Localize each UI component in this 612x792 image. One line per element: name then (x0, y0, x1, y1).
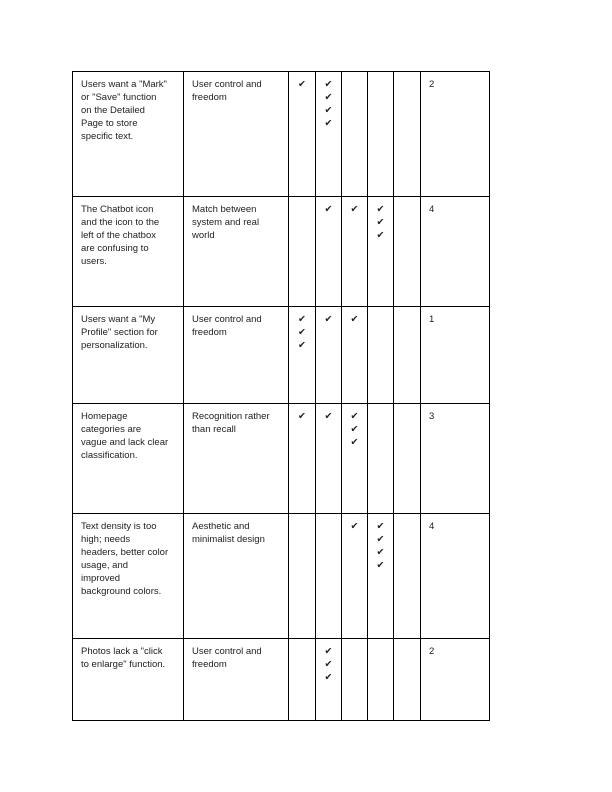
checkmark-icon: ✔ (376, 230, 385, 241)
checkmark-icon: ✔ (324, 118, 333, 129)
rating-cell-1 (289, 404, 316, 514)
checkmark-icon: ✔ (324, 314, 333, 325)
issue-cell (73, 307, 184, 404)
table-row (73, 639, 490, 721)
checkmark-icon: ✔ (324, 646, 333, 657)
rating-cell-3 (342, 514, 368, 639)
checkmark-icon: ✔ (324, 672, 333, 683)
rating-cell-4 (368, 72, 394, 197)
heuristic-cell (184, 514, 289, 639)
rating-cell-2 (316, 639, 342, 721)
checkmark-icon: ✔ (350, 437, 359, 448)
checkmark-icon: ✔ (298, 327, 306, 338)
checkmark-icon: ✔ (376, 204, 385, 215)
rating-cell-2 (316, 72, 342, 197)
rating-cell-4 (368, 514, 394, 639)
heuristic-cell (184, 72, 289, 197)
checkmark-icon: ✔ (350, 204, 359, 215)
table-row (73, 197, 490, 307)
table-row (73, 404, 490, 514)
rating-cell-1 (289, 307, 316, 404)
checkmark-icon: ✔ (350, 411, 359, 422)
checkmark-icon: ✔ (298, 314, 306, 325)
heuristic-text: Match between system and real world (192, 204, 260, 241)
issue-cell (73, 197, 184, 307)
rating-cell-5 (394, 307, 421, 404)
severity-cell (421, 514, 490, 639)
severity-cell (421, 639, 490, 721)
rating-cell-2 (316, 197, 342, 307)
table-row (73, 72, 490, 197)
checkmark-icon: ✔ (376, 560, 385, 571)
severity-value: 2 (429, 646, 435, 657)
checkmark-icon: ✔ (324, 105, 333, 116)
severity-value: 2 (429, 79, 435, 90)
heuristic-cell (184, 307, 289, 404)
rating-cell-2 (316, 307, 342, 404)
checkmark-icon: ✔ (376, 534, 385, 545)
issue-text: Users want a "My Profile" section for personalization. (81, 314, 158, 351)
issue-text: Photos lack a "click to enlarge" function. (81, 646, 166, 670)
rating-cell-4 (368, 404, 394, 514)
heuristic-text: User control and freedom (192, 646, 262, 670)
rating-cell-1 (289, 639, 316, 721)
severity-cell (421, 197, 490, 307)
rating-cell-3 (342, 72, 368, 197)
severity-value: 3 (429, 411, 435, 422)
severity-cell (421, 72, 490, 197)
rating-cell-1 (289, 72, 316, 197)
checkmark-icon: ✔ (298, 79, 306, 90)
issue-cell (73, 514, 184, 639)
issue-text: The Chatbot icon and the icon to the left of the chatbox are confusing to users. (81, 204, 160, 267)
rating-cell-3 (342, 307, 368, 404)
issue-cell (73, 639, 184, 721)
heuristic-cell (184, 197, 289, 307)
rating-cell-4 (368, 197, 394, 307)
checkmark-icon: ✔ (376, 217, 385, 228)
checkmark-icon: ✔ (376, 521, 385, 532)
rating-cell-4 (368, 307, 394, 404)
checkmark-icon: ✔ (324, 79, 333, 90)
checkmark-icon: ✔ (298, 340, 306, 351)
checkmark-icon: ✔ (324, 204, 333, 215)
severity-value: 1 (429, 314, 435, 325)
heuristic-text: User control and freedom (192, 314, 262, 338)
issue-text: Homepage categories are vague and lack clear classification. (81, 411, 169, 461)
checkmark-icon: ✔ (376, 547, 385, 558)
issue-text: Users want a "Mark" or "Save" function on the Detailed Page to store specific text. (81, 79, 167, 142)
checkmark-icon: ✔ (324, 659, 333, 670)
table-row (73, 514, 490, 639)
issue-text: Text density is too high; needs headers, better color usage, and improved background colors. (81, 521, 169, 597)
checkmark-icon: ✔ (350, 424, 359, 435)
rating-cell-3 (342, 404, 368, 514)
rating-cell-5 (394, 514, 421, 639)
checkmark-icon: ✔ (350, 314, 359, 325)
issue-cell (73, 404, 184, 514)
checkmark-icon: ✔ (298, 411, 306, 422)
severity-value: 4 (429, 204, 435, 215)
rating-cell-5 (394, 197, 421, 307)
table-row (73, 307, 490, 404)
rating-cell-3 (342, 197, 368, 307)
rating-cell-1 (289, 197, 316, 307)
heuristic-text: Recognition rather than recall (192, 411, 270, 435)
checkmark-icon: ✔ (324, 92, 333, 103)
checkmark-icon: ✔ (324, 411, 333, 422)
heuristic-text: Aesthetic and minimalist design (192, 521, 265, 545)
rating-cell-1 (289, 514, 316, 639)
heuristic-cell (184, 639, 289, 721)
severity-value: 4 (429, 521, 435, 532)
heuristic-evaluation-table (72, 71, 490, 721)
rating-cell-2 (316, 514, 342, 639)
heuristic-cell (184, 404, 289, 514)
issue-cell (73, 72, 184, 197)
rating-cell-4 (368, 639, 394, 721)
rating-cell-5 (394, 404, 421, 514)
rating-cell-5 (394, 639, 421, 721)
severity-cell (421, 307, 490, 404)
checkmark-icon: ✔ (350, 521, 359, 532)
rating-cell-5 (394, 72, 421, 197)
heuristic-text: User control and freedom (192, 79, 262, 103)
severity-cell (421, 404, 490, 514)
rating-cell-3 (342, 639, 368, 721)
rating-cell-2 (316, 404, 342, 514)
